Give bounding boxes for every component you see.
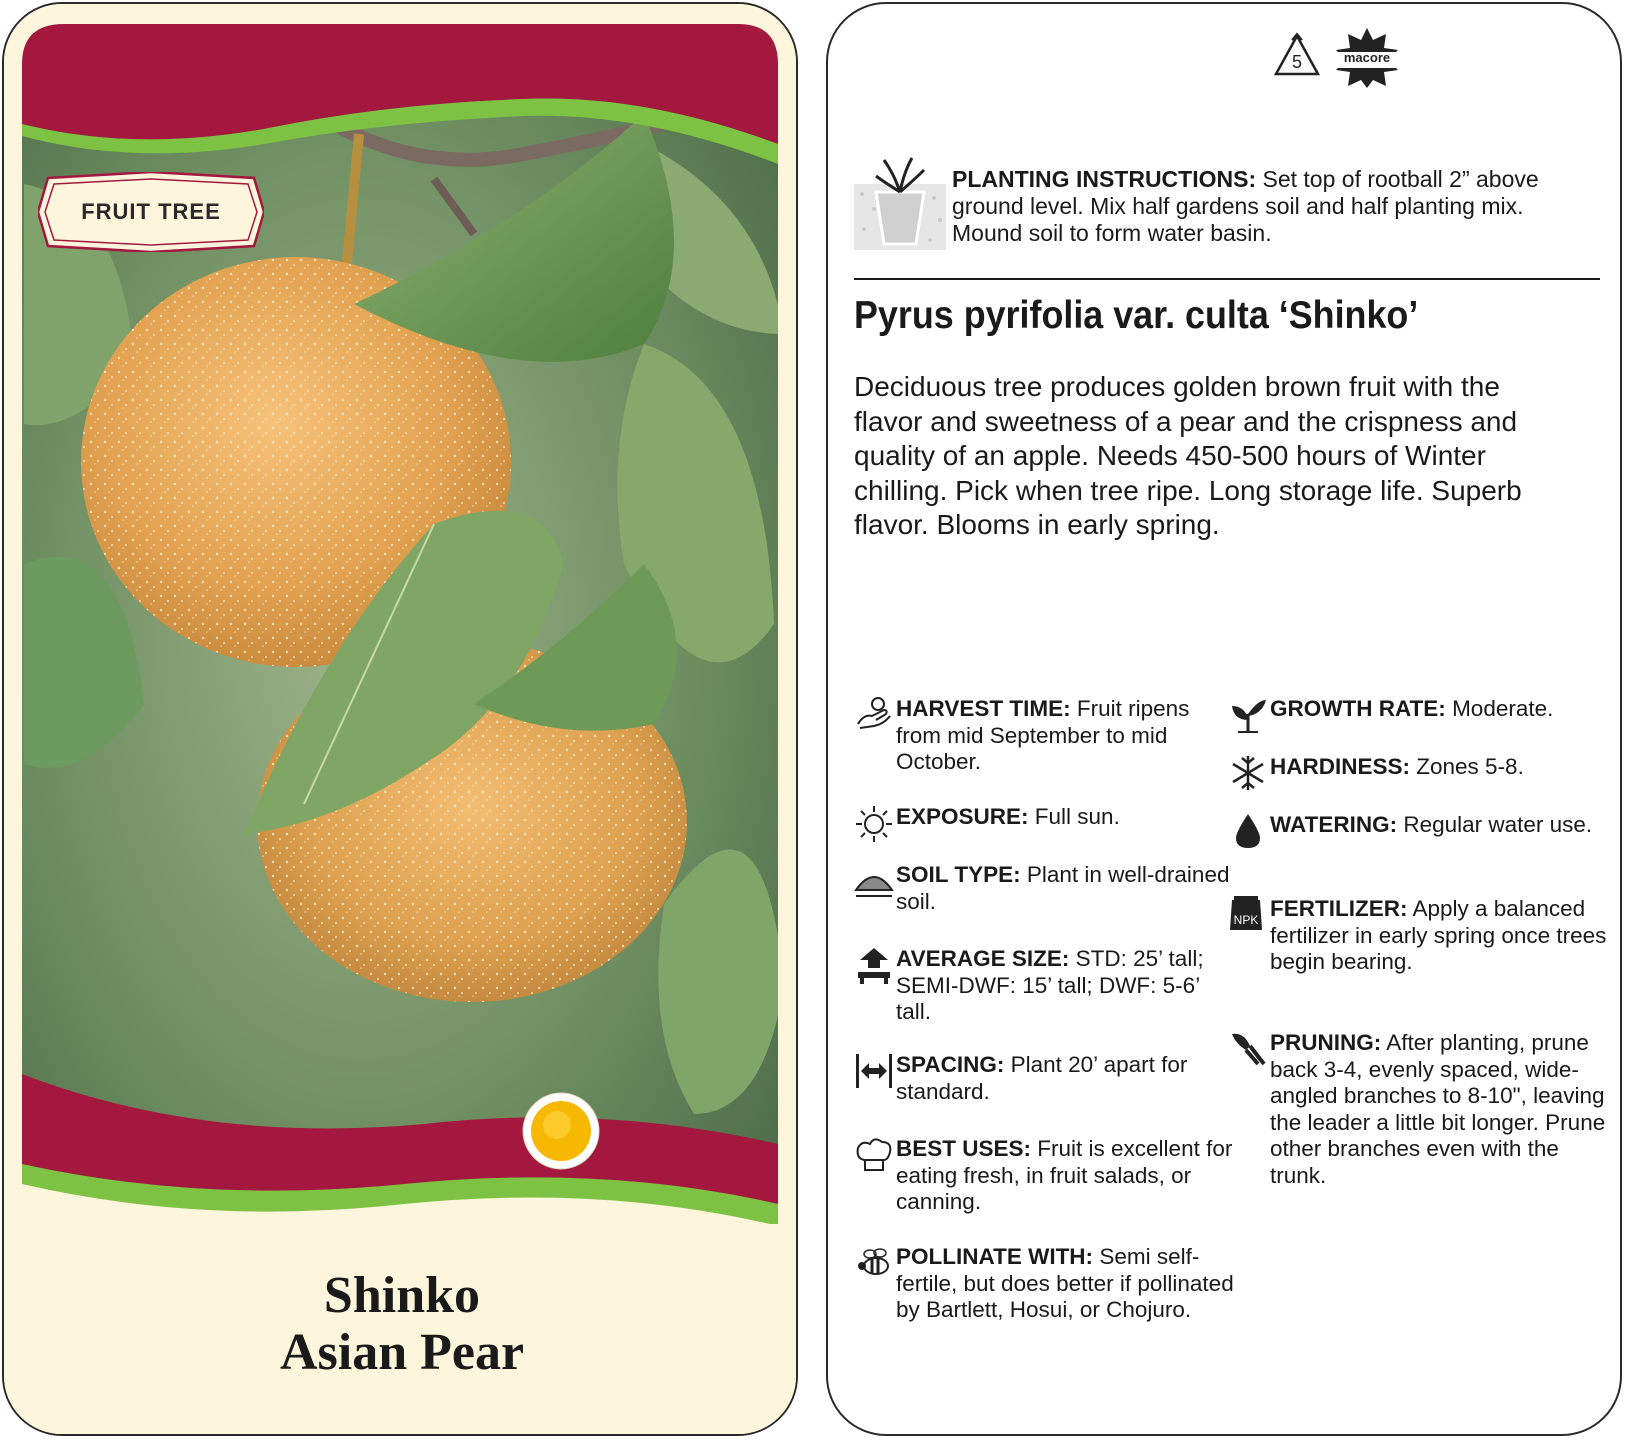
attr-fertilizer: NPK FERTILIZER: Apply a balanced fertilizer in early spring once trees begin bearing.: [1270, 896, 1610, 976]
potted-plant-icon: [854, 154, 946, 250]
height-arrow-icon: [854, 944, 894, 984]
macore-text: macore: [1343, 50, 1391, 65]
npk-icon: [1228, 894, 1264, 932]
attr-soil-type: SOIL TYPE: Plant in well-drained soil.: [896, 862, 1236, 915]
back-card: [826, 2, 1622, 1436]
recycle-number: 5: [1291, 52, 1303, 72]
attr-best-uses: BEST USES: Fruit is excellent for eating fresh, in fruit salads, or canning.: [896, 1136, 1236, 1216]
common-name-line1: Shinko: [323, 1267, 481, 1324]
npk-badge: NPK: [1233, 913, 1259, 927]
macore-logo: [1334, 26, 1400, 90]
attr-watering: WATERING: Regular water use.: [1270, 812, 1610, 839]
chef-hat-icon: [854, 1134, 894, 1174]
common-name-line2: Asian Pear: [279, 1324, 525, 1381]
bee-icon: [854, 1242, 894, 1282]
attr-growth-rate: GROWTH RATE: Moderate.: [1270, 696, 1610, 723]
attr-harvest-time: HARVEST TIME: Fruit ripens from mid September to mid October.: [896, 696, 1236, 776]
botanical-name: Pyrus pyrifolia var. culta ‘Shinko’: [854, 294, 1419, 337]
soil-icon: [854, 860, 894, 900]
attr-spacing: SPACING: Plant 20’ apart for standard.: [896, 1052, 1236, 1105]
harvest-hand-icon: [854, 694, 894, 734]
planting-instructions-label: PLANTING INSTRUCTIONS:: [952, 166, 1257, 192]
pruning-shears-icon: [1228, 1028, 1268, 1068]
sprout-icon: [1228, 694, 1268, 734]
attr-pollinate-with: POLLINATE WITH: Semi self-fertile, but does better if pollinated by Bartlett, Hosui, or Chojuro.: [896, 1244, 1236, 1324]
front-card: [2, 2, 798, 1436]
attr-hardiness: HARDINESS: Zones 5-8.: [1270, 754, 1610, 781]
category-tag-label: FRUIT TREE: [81, 199, 221, 224]
snowflake-icon: [1228, 752, 1268, 792]
section-divider: [854, 278, 1600, 280]
attr-exposure: EXPOSURE: Full sun.: [896, 804, 1236, 831]
planting-instructions: [952, 166, 1592, 247]
width-arrow-icon: [854, 1050, 894, 1090]
full-sun-dot-icon: [521, 1091, 601, 1171]
plant-description: Deciduous tree produces golden brown fruit with the flavor and sweetness of a pear and the crispness and quality of an apple. Needs 450-500 hours of Winter chilling. Pick when tree ripe. Long storage life. Superb flavor. Blooms in early spring.: [854, 371, 1522, 540]
category-tag: [38, 172, 264, 252]
recycle-icon: [1272, 32, 1322, 84]
sun-icon: [854, 802, 894, 842]
planting-instructions-text: Set top of rootball 2” above ground level. Mix half gardens soil and half planting mix. Mound soil to form water basin.: [952, 166, 1539, 246]
attr-average-size: AVERAGE SIZE: STD: 25’ tall; SEMI-DWF: 15’ tall; DWF: 5-6’ tall.: [896, 946, 1236, 1026]
attr-pruning: PRUNING: After planting, prune back 3-4, evenly spaced, wide-angled branches to 8-10", leaving the leader a little bit longer. Prune other branches even with the trunk.: [1270, 1030, 1610, 1189]
water-drop-icon: [1228, 810, 1268, 850]
